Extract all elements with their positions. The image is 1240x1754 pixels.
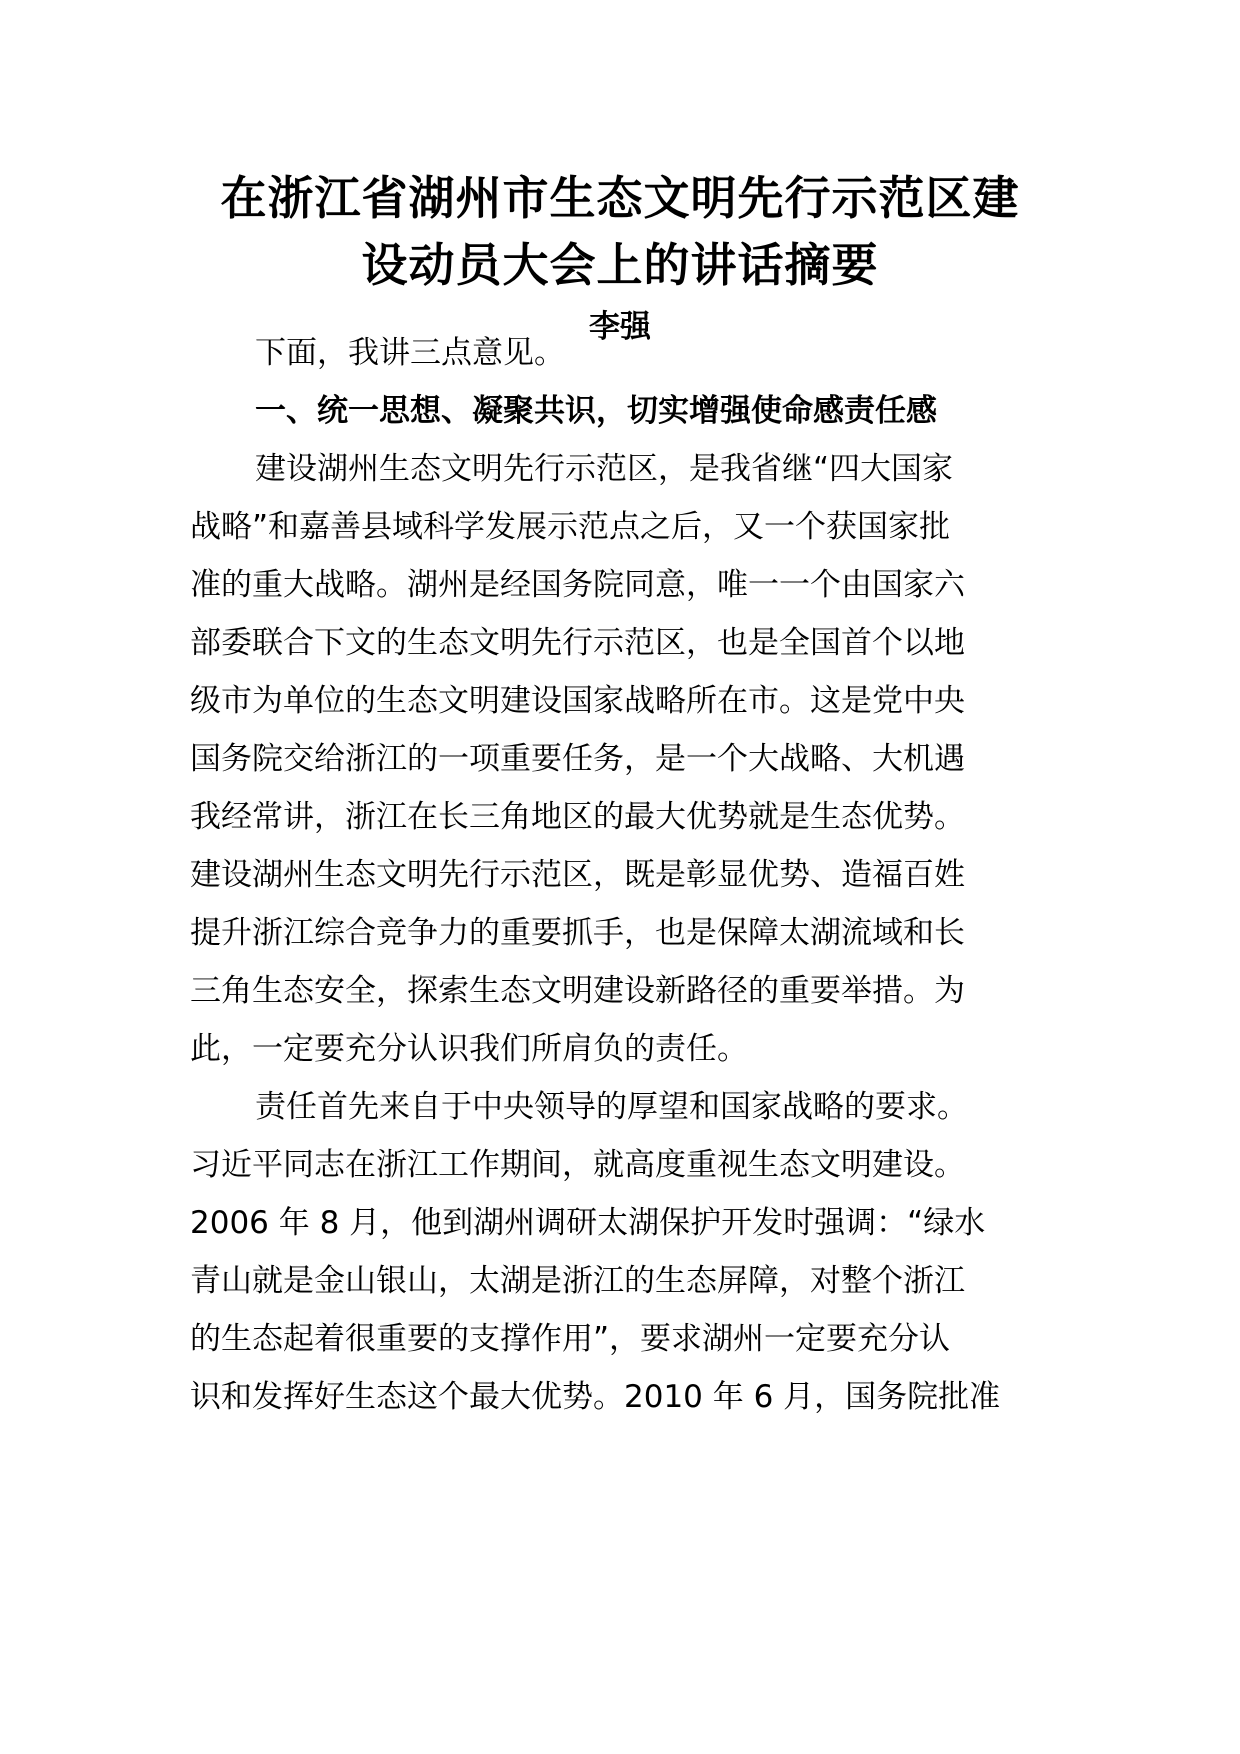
body-line: 建设湖州生态文明先行示范区，是我省继“四大国家 <box>255 451 954 487</box>
body-line: 习近平同志在浙江工作期间，就高度重视生态文明建设。 <box>190 1147 965 1183</box>
body-line: 建设湖州生态文明先行示范区，既是彰显优势、造福百姓 <box>190 857 965 893</box>
body-line: 的生态起着很重要的支撑作用”，要求湖州一定要充分认 <box>190 1321 951 1357</box>
document-title-line-2: 设动员大会上的讲话摘要 <box>361 238 879 292</box>
intro-paragraph: 下面，我讲三点意见。 <box>255 335 565 371</box>
section-heading: 一、统一思想、凝聚共识，切实增强使命感责任感 <box>255 393 937 429</box>
body-line: 此，一定要充分认识我们所肩负的责任。 <box>190 1031 748 1067</box>
document-title-line-1: 在浙江省湖州市生态文明先行示范区建 <box>220 171 1020 225</box>
body-line: 识和发挥好生态这个最大优势。2010 年 6 月，国务院批准 <box>190 1379 1001 1415</box>
body-line: 部委联合下文的生态文明先行示范区，也是全国首个以地 <box>190 625 965 661</box>
body-line: 级市为单位的生态文明建设国家战略所在市。这是党中央 <box>190 683 965 719</box>
body-line: 国务院交给浙江的一项重要任务，是一个大战略、大机遇 <box>190 741 965 777</box>
body-line: 准的重大战略。湖州是经国务院同意，唯一一个由国家六 <box>190 567 965 603</box>
document-author: 李强 <box>589 309 651 345</box>
body-line: 三角生态安全，探索生态文明建设新路径的重要举措。为 <box>190 973 965 1009</box>
body-line: 战略”和嘉善县域科学发展示范点之后，又一个获国家批 <box>190 509 951 545</box>
body-line: 责任首先来自于中央领导的厚望和国家战略的要求。 <box>255 1089 968 1125</box>
body-line: 2006 年 8 月，他到湖州调研太湖保护开发时强调：“绿水 <box>190 1205 986 1241</box>
body-line: 青山就是金山银山，太湖是浙江的生态屏障，对整个浙江 <box>190 1263 965 1299</box>
body-line: 我经常讲，浙江在长三角地区的最大优势就是生态优势。 <box>190 799 965 835</box>
body-line: 提升浙江综合竞争力的重要抓手，也是保障太湖流域和长 <box>190 915 965 951</box>
